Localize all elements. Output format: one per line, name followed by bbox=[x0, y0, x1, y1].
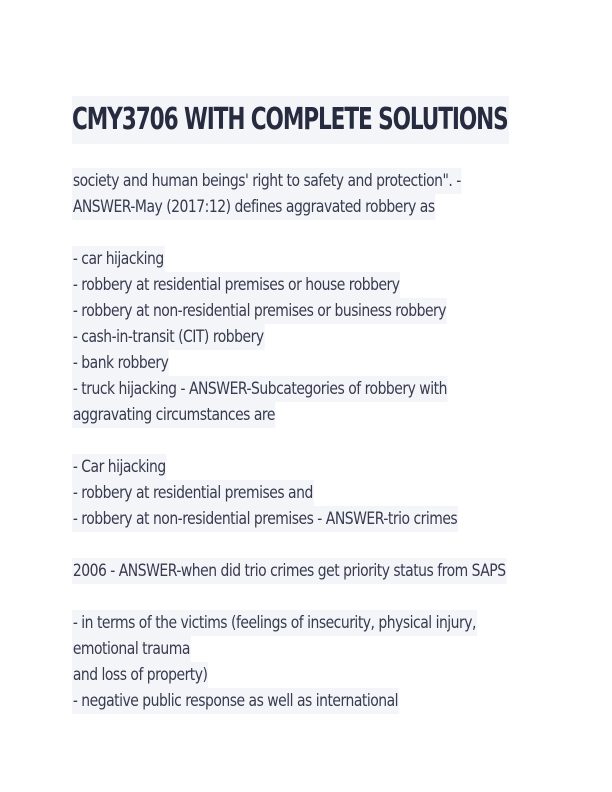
text-line: - cash-in-transit (CIT) robbery bbox=[72, 324, 552, 350]
text-line: - robbery at residential premises or house robbery bbox=[72, 272, 552, 298]
text-line: - car hijacking bbox=[72, 246, 552, 272]
document-body bbox=[72, 168, 552, 714]
text-line: - bank robbery bbox=[72, 350, 552, 376]
text-line: - in terms of the victims (feelings of insecurity, physical injury, bbox=[72, 610, 552, 636]
text-line: - robbery at non-residential premises - ANSWER-trio crimes bbox=[72, 506, 552, 532]
blank-line bbox=[72, 584, 552, 610]
document-title: CMY3706 WITH COMPLETE SOLUTIONS bbox=[72, 96, 509, 144]
text-line: aggravating circumstances are bbox=[72, 402, 552, 428]
text-line: 2006 - ANSWER-when did trio crimes get priority status from SAPS bbox=[72, 558, 552, 584]
blank-line bbox=[72, 428, 552, 454]
text-line: - truck hijacking - ANSWER-Subcategories of robbery with bbox=[72, 376, 552, 402]
text-line: ANSWER-May (2017:12) defines aggravated robbery as bbox=[72, 194, 552, 220]
text-line: society and human beings' right to safety and protection". - bbox=[72, 168, 552, 194]
text-line: - robbery at non-residential premises or business robbery bbox=[72, 298, 552, 324]
text-line: - robbery at residential premises and bbox=[72, 480, 552, 506]
text-line: and loss of property) bbox=[72, 662, 552, 688]
blank-line bbox=[72, 220, 552, 246]
text-line: emotional trauma bbox=[72, 636, 552, 662]
text-line: - Car hijacking bbox=[72, 454, 552, 480]
text-line: - negative public response as well as international bbox=[72, 688, 552, 714]
blank-line bbox=[72, 532, 552, 558]
